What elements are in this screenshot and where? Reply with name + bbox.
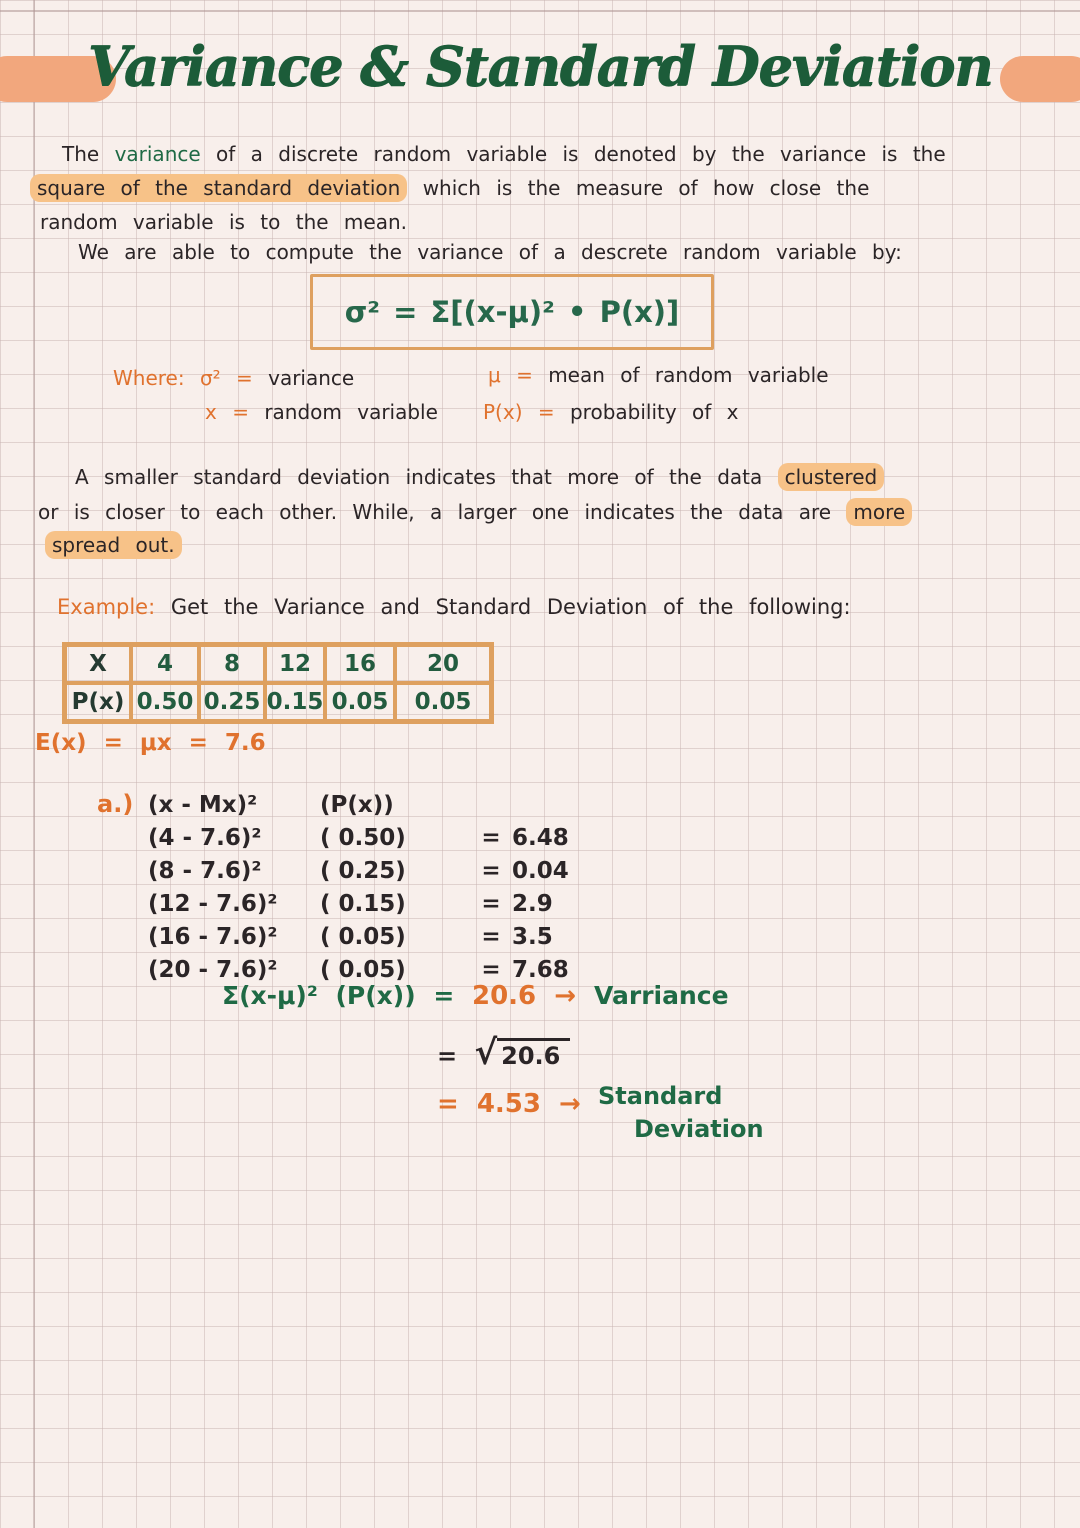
compute-line (78, 239, 902, 265)
calc-result: 7.68 (512, 956, 569, 983)
text-segment: Where: σ² = (113, 366, 269, 390)
text-segment: probability of x (569, 400, 739, 424)
table-p-value: 0.05 (395, 683, 491, 721)
calc-expr: (16 - 7.6)² (148, 923, 278, 950)
distribution-table (62, 642, 494, 724)
where-mu-line (488, 362, 829, 388)
text-segment: We are able to compute the variance of a descrete random variable by: (78, 240, 902, 264)
example-line (57, 594, 851, 620)
calc-prob: ( 0.05) (320, 923, 406, 950)
calc-header-row (148, 788, 569, 821)
calc-equals: = (481, 857, 501, 884)
table-x-value: 16 (325, 645, 395, 683)
table-header-x: X (65, 645, 131, 683)
table-p-value: 0.05 (325, 683, 395, 721)
text-segment: Varriance (594, 981, 729, 1010)
text-segment: variance (268, 366, 355, 390)
calc-prob: ( 0.05) (320, 956, 406, 983)
expected-value-line: E(x) = μx = 7.6 (35, 730, 266, 756)
text-segment: Example: (57, 595, 171, 619)
variance-formula-box (310, 274, 714, 350)
text-segment: random variable (264, 400, 438, 424)
calc-equals: = (481, 923, 501, 950)
text-segment: clustered (778, 463, 885, 491)
where-sigma-line (113, 365, 354, 391)
spread-line-3 (45, 532, 182, 558)
table-x-value: 20 (395, 645, 491, 683)
calc-equals: = (481, 890, 501, 917)
table-x-value: 4 (131, 645, 199, 683)
calc-prob: ( 0.25) (320, 857, 406, 884)
text-segment: more (846, 498, 912, 526)
table-p-value: 0.25 (199, 683, 265, 721)
spread-line-1 (75, 464, 884, 490)
calc-header-expr: (x - Mx)² (148, 791, 258, 818)
stdev-label-line1: Standard (598, 1082, 723, 1110)
table-header-px: P(x) (65, 683, 131, 721)
where-x-line (205, 399, 438, 425)
text-segment: which is the measure of how close the (407, 176, 870, 200)
calc-result: 0.04 (512, 857, 569, 884)
calc-row (148, 821, 569, 854)
text-segment: √ (474, 1033, 498, 1073)
table-x-value: 12 (265, 645, 325, 683)
calc-row (148, 887, 569, 920)
text-segment: mean of random variable (548, 363, 829, 387)
calc-equals: = (481, 956, 501, 983)
text-segment: The (62, 142, 115, 166)
calc-result: 3.5 (512, 923, 553, 950)
calc-row (148, 920, 569, 953)
calc-equals: = (481, 824, 501, 851)
stdev-result-line (437, 1091, 581, 1118)
calc-expr: (12 - 7.6)² (148, 890, 278, 917)
text-segment: 20.6 (497, 1038, 570, 1070)
text-segment: A smaller standard deviation indicates that more of the data (75, 465, 778, 489)
calc-item-label: a.) (97, 790, 134, 818)
calc-result: 2.9 (512, 890, 553, 917)
calc-expr: (8 - 7.6)² (148, 857, 262, 884)
table-p-value: 0.50 (131, 683, 199, 721)
text-segment: square of the standard deviation (30, 174, 407, 202)
calc-row (148, 854, 569, 887)
top-rule-line (0, 10, 1080, 12)
text-segment: P(x) = (483, 400, 570, 424)
text-segment: x = (205, 400, 265, 424)
where-px-line (483, 399, 739, 425)
text-segment: = 4.53 → (437, 1089, 581, 1119)
text-segment: μ = (488, 363, 549, 387)
calc-prob: ( 0.15) (320, 890, 406, 917)
calc-block (148, 788, 569, 986)
text-segment: spread out. (45, 531, 182, 559)
calc-result: 6.48 (512, 824, 569, 851)
calc-header-prob: (P(x)) (320, 791, 394, 818)
calc-expr: (4 - 7.6)² (148, 824, 262, 851)
stdev-label-line2: Deviation (634, 1115, 764, 1143)
sqrt-line (437, 1033, 570, 1073)
table-x-value: 8 (199, 645, 265, 683)
calc-expr: (20 - 7.6)² (148, 956, 278, 983)
intro-line-3 (40, 209, 407, 235)
calc-prob: ( 0.50) (320, 824, 406, 851)
variance-formula: σ² = Σ[(x-μ)² • P(x)] (344, 295, 680, 329)
text-segment: Get the Variance and Standard Deviation of the following: (170, 595, 851, 619)
variance-sum-line (222, 983, 729, 1010)
text-segment: or is closer to each other. While, a larger one indicates the data are (38, 500, 847, 524)
text-segment: of a discrete random variable is denoted by the variance is the (200, 142, 946, 166)
table-p-value: 0.15 (265, 683, 325, 721)
intro-line-2 (30, 175, 869, 201)
intro-line-1 (62, 141, 946, 167)
text-segment: variance (114, 142, 201, 166)
page-title: Variance & Standard Deviation (87, 34, 993, 98)
text-segment: random variable is to the mean. (40, 210, 407, 234)
text-segment: → (554, 981, 595, 1011)
text-segment: = (437, 1042, 475, 1070)
spread-line-2 (38, 499, 912, 525)
text-segment: Σ(x-μ)² (P(x)) = (222, 981, 472, 1010)
text-segment: 20.6 (472, 981, 555, 1011)
left-margin-line (33, 0, 35, 1528)
